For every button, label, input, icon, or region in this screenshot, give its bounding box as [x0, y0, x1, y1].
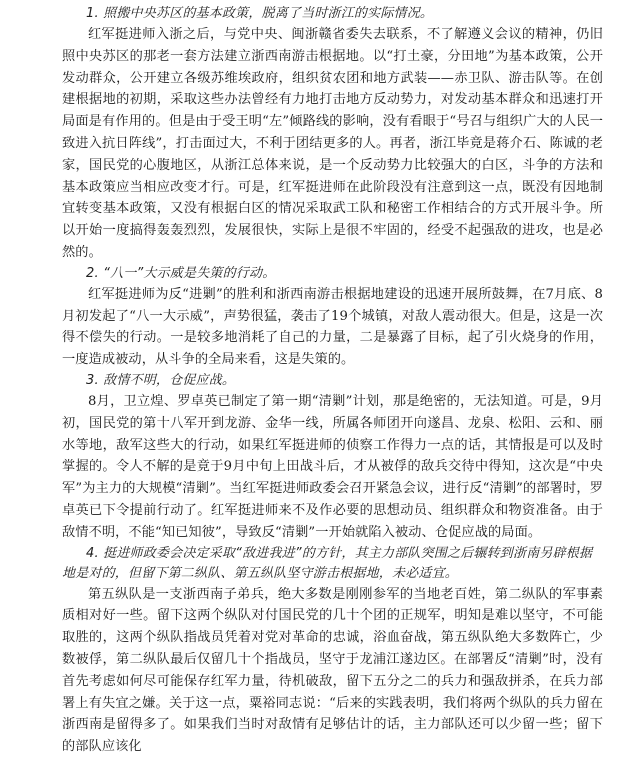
section-2-paragraph: 红军挺进师为反“进剿”的胜利和浙西南游击根据地建设的迅速开展所鼓舞，在7月底、8月初发起了“八一大示威”，声势很猛，袭击了19个城镇，对敌人震动很大。但是，这是一次得不偿失的行动。一是较多地消耗了自己的力量，二是暴露了目标，起了引火烧身的作用，一度造成被动，从斗争的全局来看，这是失策的。	[62, 286, 603, 368]
section-4-paragraph: 第五纵队是一支浙西南子弟兵，绝大多数是刚刚参军的当地老百姓，第二纵队的军事素质相对好一些。留下这两个纵队对付国民党的几十个团的正规军，明知是难以坚守，不可能取胜的，这两个纵队指战员凭着对党对革命的忠诚，浴血奋战，第五纵队绝大多数阵亡，少数被俘，第二纵队最后仅留几十个指战员，坚守于龙浦江遂边区。在部署反“清剿”时，没有首先考虑如何尽可能保存红军力量，待机破敌，留下五分之二的兵力和强敌拼杀，在兵力部署上有失宜之嫌。关于这一点，粟裕同志说：“后来的实践表明，我们将两个纵队的兵力留在浙西南是留得多了。如果我们当时对敌情有足够估计的话，主力部队还可以少留一些；留下的部队应该化	[62, 586, 603, 755]
section-1-heading: 1. 照搬中央苏区的基本政策，脱离了当时浙江的实际情况。	[86, 6, 434, 21]
section-3-heading: 3. 敌情不明，仓促应战。	[86, 372, 236, 388]
section-4-heading: 4. 挺进师政委会决定采取“敌进我进”的方针，其主力部队突围之后辗转到浙南另辟根据地是对的，但留下第二纵队、第五纵队坚守游击根据地，未必适宜。	[62, 545, 593, 581]
section-2-heading: 2. “八一”大示威是失策的行动。	[86, 265, 276, 281]
section-1-paragraph: 红军挺进师入浙之后，与党中央、闽浙赣省委失去联系，不了解遵义会议的精神，仍旧照中央苏区的那老一套方法建立浙西南游击根据地。以“打土豪，分田地”为基本政策，公开发动群众，公开建立各级苏维埃政府，组织贫农团和地方武装——赤卫队、游击队等。在创建根据地的初期，采取这些办法曾经有力地打击地方反动势力，对发动基本群众和迅速打开局面是有作用的。但是由于受王明“左”倾路线的影响，没有看眼于“号召与组织广大的人民一致进入抗日阵线”，打击面过大，不利于团结更多的人。再者，浙江毕竟是蒋介石、陈诚的老家，国民党的心腹地区，从浙江总体来说，是一个反动势力比较强大的白区，斗争的方法和基本政策应当相应改变才行。可是，红军挺进师在此阶段没有注意到这一点，既没有因地制宜转变基本政策，又没有根据白区的情况采取武工队和秘密工作相结合的方式开展斗争。所以开始一度搞得轰轰烈烈，发展很快，实际上是很不牢固的，经受不起强敌的进攻，也是必然的。	[62, 27, 603, 260]
section-3-paragraph: 8月，卫立煌、罗卓英已制定了第一期“清剿”计划，那是绝密的，无法知道。可是，9月初，国民党的第十八军开到龙游、金华一线，所属各师团开向遂昌、龙泉、松阳、云和、丽水等地，敌军这些大的行动，如果红军挺进师的侦察工作得力一点的话，其情报是可以及时掌握的。令人不解的是竟于9月中旬上田战斗后，才从被俘的敌兵交待中得知，这次是“中央军”为主力的大规模“清剿”。当红军挺进师政委会召开紧急会议，进行反“清剿”的部署时，罗卓英已下令提前行动了。红军挺进师来不及作必要的思想动员、组织群众和物资准备。由于敌情不明，不能“知已知彼”，导致反“清剿”一开始就陷入被动、仓促应战的局面。	[62, 393, 603, 540]
